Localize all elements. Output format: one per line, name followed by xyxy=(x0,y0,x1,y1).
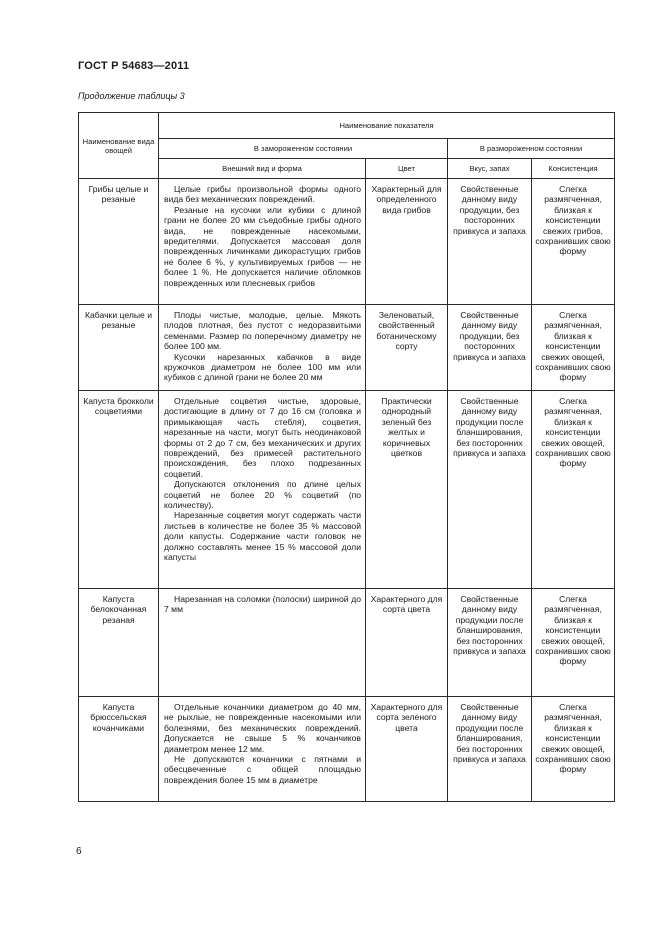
appearance-cell xyxy=(159,179,366,305)
appearance-paragraph: Целые грибы произвольной формы одного вида без механических повреждений. xyxy=(164,184,361,205)
appearance-cell xyxy=(159,391,366,589)
table-row xyxy=(79,179,615,305)
color-cell: Характерного для сорта зеленого цвета xyxy=(366,697,448,802)
taste-cell: Свойственные данному виду продукции после бланширования, без посторонних привкуса и запаха xyxy=(448,697,532,802)
appearance-paragraph: Нарезанные соцветия могут содержать части листьев в количестве не более 35 % массовой доли капусты. Содержание части головок не должно составлять менее 15 % массовой доли капусты xyxy=(164,510,361,563)
table-row xyxy=(79,697,615,802)
header-indicator-name: Наименование показателя xyxy=(159,113,615,139)
appearance-paragraph: Плоды чистые, молодые, целые. Мякоть плодов плотная, без пустот с недоразвитыми семенами. Размер по поперечному диаметру не более 100 мм. xyxy=(164,310,361,352)
appearance-paragraph: Нарезанная на соломки (полоски) шириной до 7 мм xyxy=(164,594,361,615)
appearance-cell xyxy=(159,589,366,697)
page-number: 6 xyxy=(76,846,82,857)
table-row xyxy=(79,589,615,697)
color-cell: Практически однородный зеленый без желтых и коричневых цветков xyxy=(366,391,448,589)
header-color: Цвет xyxy=(366,159,448,179)
table-continuation-caption: Продолжение таблицы 3 xyxy=(78,91,185,101)
header-frozen-state: В замороженном состоянии xyxy=(159,139,448,159)
vegetable-name-cell: Кабачки целые и резаные xyxy=(79,305,159,391)
consistency-cell: Слегка размягченная, близкая к консистенции свежих овощей, сохранивших свою форму xyxy=(532,391,615,589)
taste-cell: Свойственные данному виду продукции после бланширования, без посторонних привкуса и запаха xyxy=(448,391,532,589)
appearance-paragraph: Отдельные соцветия чистые, здоровые, достигающие в длину от 7 до 16 см (головка и примыкающая часть стебля), соцветия, нарезанные на части, могут быть неодинаковой формы от 2 до 7 см, без механических и других повреждений, без примесей растительного происхождения, без плохо подрезанных соцветий. xyxy=(164,396,361,479)
appearance-cell xyxy=(159,305,366,391)
appearance-paragraph: Допускаются отклонения по длине целых соцветий не более 20 % соцветий (по количеству). xyxy=(164,479,361,511)
vegetable-name-cell: Грибы целые и резаные xyxy=(79,179,159,305)
color-cell: Характерного для сорта цвета xyxy=(366,589,448,697)
appearance-paragraph: Отдельные кочанчики диаметром до 40 мм, не рыхлые, не поврежденные насекомыми или болезнями, без механических повреждений. Допускается не свыше 5 % кочанчиков диаметром менее 12 мм. xyxy=(164,702,361,754)
appearance-paragraph: Резаные на кусочки или кубики с длиной грани не более 20 мм съедобные грибы одного вида, не поврежденные насекомыми, вредителями. Допускается массовая доля поврежденных личинками дикорастущих грибов не более 6 %, у культивируемых грибов — не более 1 %. Не допускается наличие обломков поврежденных или плесневых грибов xyxy=(164,204,361,288)
header-thawed-state: В размороженном состоянии xyxy=(448,139,615,159)
vegetable-quality-table xyxy=(78,112,615,802)
consistency-cell: Слегка размягченная, близкая к консистенции свежих грибов, сохранивших свою форму xyxy=(532,179,615,305)
color-cell: Зеленоватый, свойственный ботаническому сорту xyxy=(366,305,448,391)
vegetable-name-cell: Капуста брюссельская кочанчиками xyxy=(79,697,159,802)
table-row xyxy=(79,391,615,589)
header-appearance: Внешний вид и форма xyxy=(159,159,366,179)
color-cell: Характерный для определенного вида грибов xyxy=(366,179,448,305)
header-consistency: Консистенция xyxy=(532,159,615,179)
header-taste-smell: Вкус, запах xyxy=(448,159,532,179)
consistency-cell: Слегка размягченная, близкая к консистенции свежих овощей, сохранивших свою форму xyxy=(532,305,615,391)
vegetable-name-cell: Капуста белокочанная резаная xyxy=(79,589,159,697)
taste-cell: Свойственные данному виду продукции после бланширования, без посторонних привкуса и запаха xyxy=(448,589,532,697)
appearance-paragraph: Не допускаются кочанчики с пятнами и обесцвеченные с общей площадью повреждения более 15 мм в диаметре xyxy=(164,754,361,785)
consistency-cell: Слегка размягченная, близкая к консистенции свежих овощей, сохранивших свою форму xyxy=(532,697,615,802)
appearance-paragraph: Кусочки нарезанных кабачков в виде кружочков диаметром не более 100 мм или кубиков с длиной грани не более 20 мм xyxy=(164,351,361,383)
table-row xyxy=(79,305,615,391)
header-vegetable-name: Наименование вида овощей xyxy=(79,113,159,179)
appearance-cell xyxy=(159,697,366,802)
taste-cell: Свойственные данному виду продукции, без посторонних привкуса и запаха xyxy=(448,179,532,305)
vegetable-name-cell: Капуста брокколи соцветиями xyxy=(79,391,159,589)
consistency-cell: Слегка размягченная, близкая к консистенции свежих овощей, сохранивших свою форму xyxy=(532,589,615,697)
taste-cell: Свойственные данному виду продукции, без посторонних привкуса и запаха xyxy=(448,305,532,391)
standard-title: ГОСТ Р 54683—2011 xyxy=(78,60,190,72)
